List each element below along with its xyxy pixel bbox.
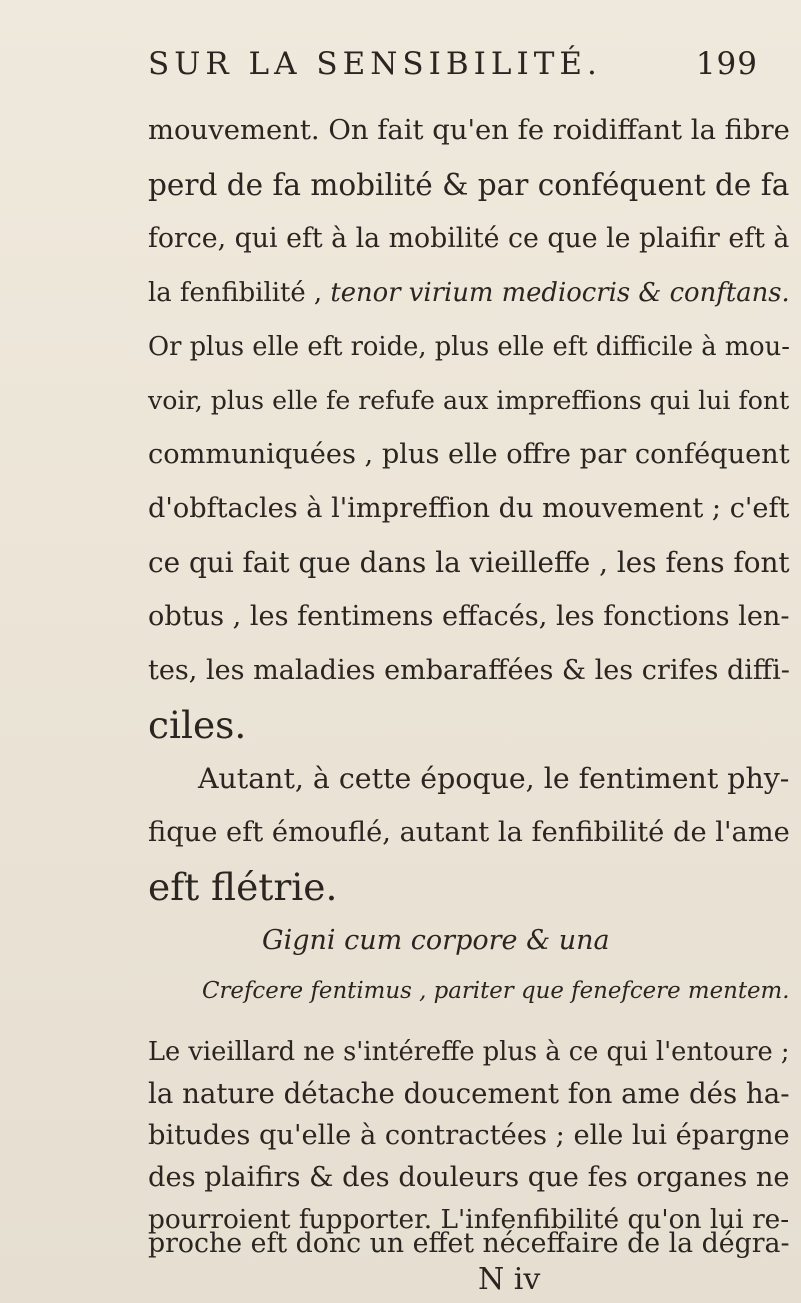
text-line: communiquées , plus elle offre par conféquent	[148, 439, 790, 470]
text-line: ce qui fait que dans la vieilleffe , les fens font	[148, 546, 790, 579]
text-line: d'obftacles à l'impreffion du mouvement ; c'eft	[148, 493, 790, 524]
text-line: bitudes qu'elle à contractées ; elle lui épargne	[148, 1120, 790, 1151]
text-line: des plaifirs & des douleurs que fes organes ne	[148, 1162, 790, 1193]
running-head	[148, 46, 758, 90]
page-number: 199	[695, 46, 758, 82]
text-line: proche eft donc un effet néceffaire de la dégra-	[148, 1228, 790, 1259]
text-line	[148, 271, 790, 315]
signature-mark: N iv	[478, 1262, 541, 1297]
text-line: la nature détache doucement fon ame dés ha-	[148, 1077, 790, 1110]
text-line: tes, les maladies embaraffées & les crifes diffi-	[148, 655, 790, 686]
text-line: eft flétrie.	[148, 865, 338, 909]
text-line: Or plus elle eft roide, plus elle eft difficile à mou-	[148, 332, 790, 362]
text-line: fique eft émouflé, autant la fenfibilité de l'ame	[148, 817, 790, 848]
text-line: Le vieillard ne s'intéreffe plus à ce qui l'entoure ;	[148, 1037, 790, 1067]
text-line: voir, plus elle fe refufe aux impreffions qui lui font	[148, 386, 790, 415]
running-head-title: SUR LA SENSIBILITÉ.	[148, 46, 602, 82]
text-line: mouvement. On fait qu'en fe roidiffant la fibre	[148, 115, 790, 146]
text-line: perd de fa mobilité & par conféquent de fa	[148, 168, 790, 202]
verse-line: Gigni cum corpore & una	[262, 925, 610, 956]
text-line: pourroient fupporter. L'infenfibilité qu'on lui re-	[148, 1205, 790, 1235]
text-line: obtus , les fentimens effacés, les fonctions len-	[148, 601, 790, 632]
text-line: ciles.	[148, 703, 247, 747]
text-line: Autant, à cette époque, le fentiment phy-	[198, 762, 790, 795]
latin-quote: tenor virium mediocris & conftans.	[330, 278, 790, 308]
text-span: la fenfibilité ,	[148, 278, 323, 308]
verse-line: Crefcere fentimus , pariter que fenefcere mentem.	[202, 978, 790, 1004]
text-line: force, qui eft à la mobilité ce que le plaifir eft à	[148, 223, 790, 254]
